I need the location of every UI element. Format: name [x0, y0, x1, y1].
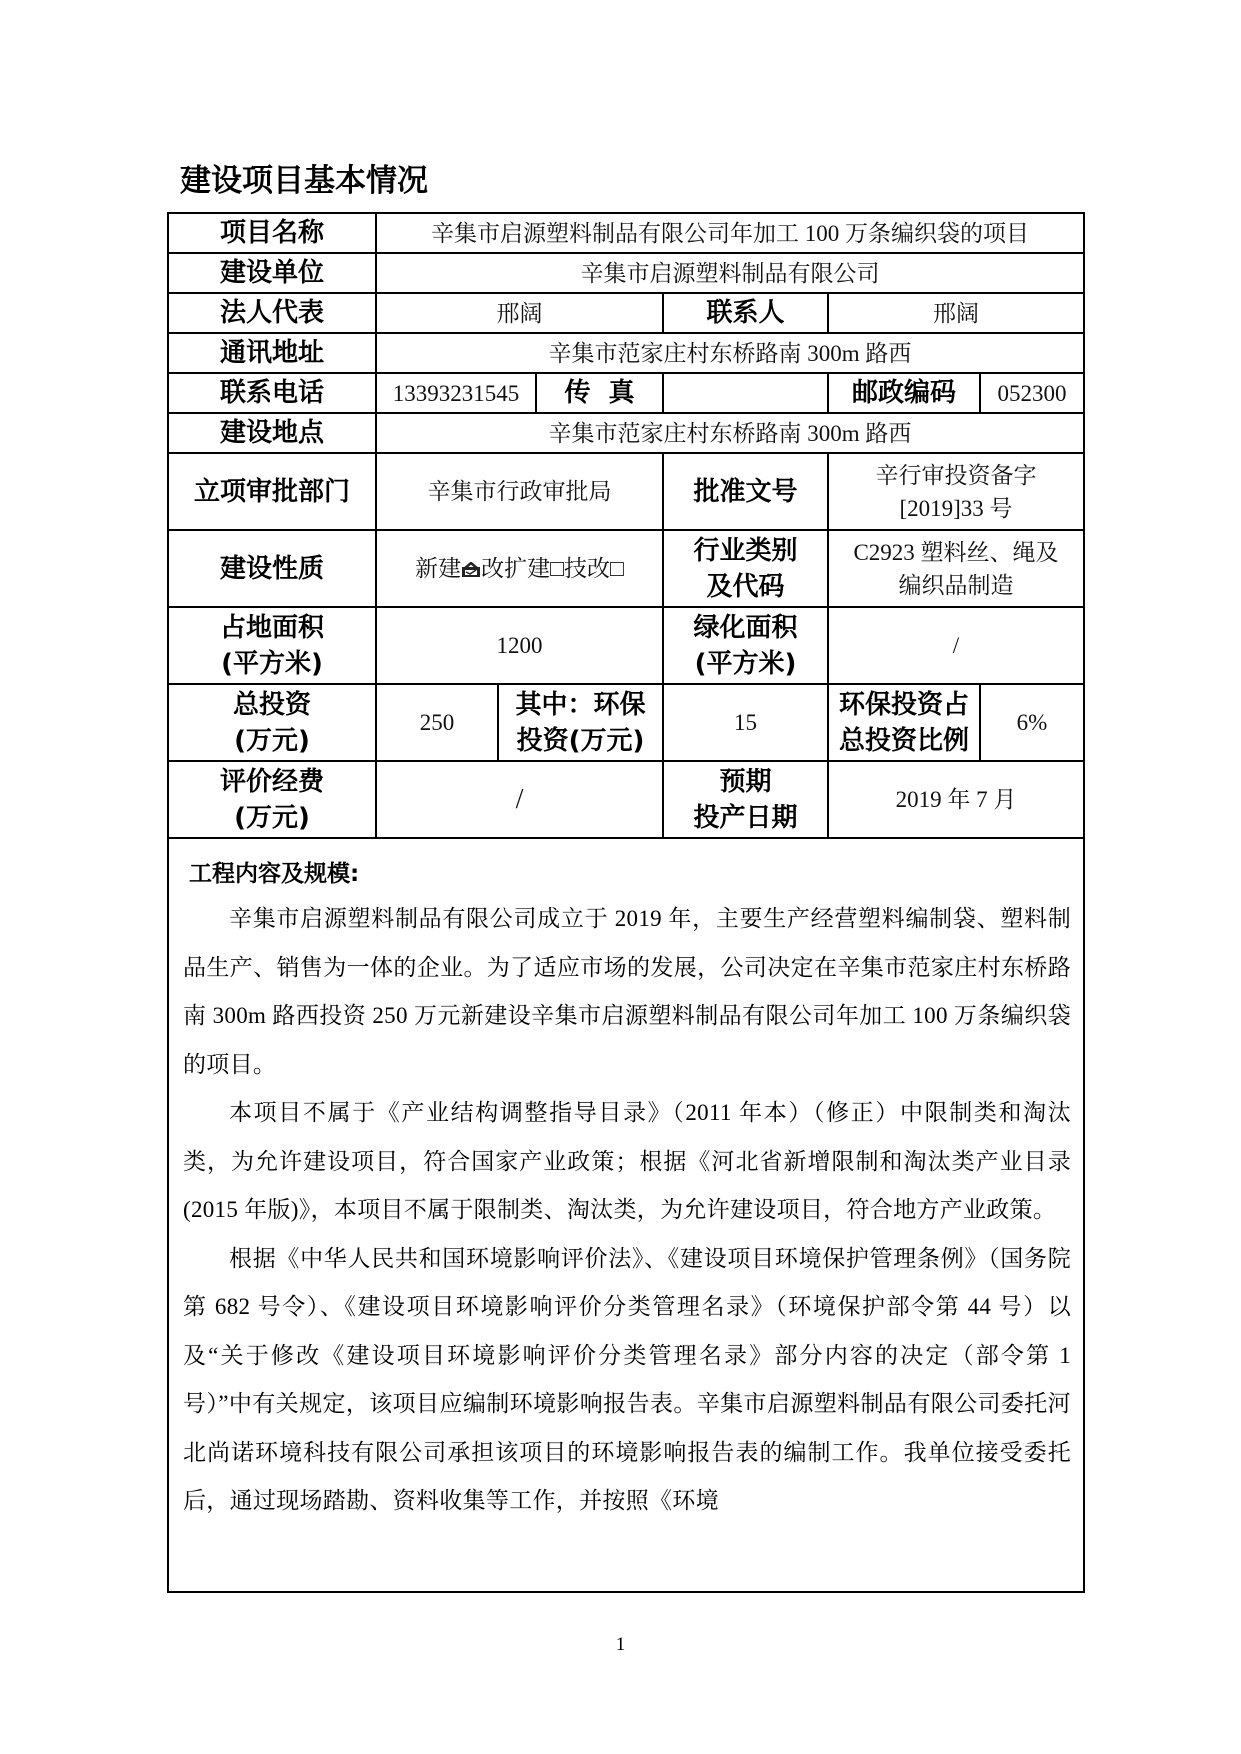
value: 辛集市行政审批局 [376, 453, 663, 530]
value: 052300 [980, 373, 1084, 413]
content-cell [168, 838, 1084, 1592]
row-fee [168, 761, 1084, 838]
value: 15 [663, 684, 828, 761]
row-site [168, 413, 1084, 453]
row-investment [168, 684, 1084, 761]
label-line: 总投资 [232, 689, 311, 720]
label [168, 684, 376, 761]
label [663, 530, 828, 607]
label-line: 及代码 [706, 571, 785, 602]
label: 联系人 [663, 293, 828, 333]
label [663, 761, 828, 838]
label [663, 607, 828, 684]
label-line: 环保投资占 [838, 689, 969, 720]
value [376, 530, 663, 607]
value: / [376, 761, 663, 838]
row-phone [168, 373, 1084, 413]
label: 批准文号 [663, 453, 828, 530]
label: 联系电话 [168, 373, 376, 413]
label: 建设性质 [168, 530, 376, 607]
row-approval [168, 453, 1084, 530]
value [828, 453, 1084, 530]
value-line: 编织品制造 [898, 572, 1014, 598]
label-line: 行业类别 [693, 535, 798, 566]
value-line: 辛行审投资备字 [875, 462, 1037, 488]
value: 13393231545 [376, 373, 536, 413]
value-line: C2923 塑料丝、绳及 [853, 539, 1059, 565]
label [828, 684, 980, 761]
row-builder [168, 253, 1084, 293]
project-info-table [167, 212, 1085, 1593]
row-area [168, 607, 1084, 684]
label-line: (万元) [234, 725, 310, 756]
label: 邮政编码 [828, 373, 980, 413]
value: 250 [376, 684, 498, 761]
paragraph: 根据《中华人民共和国环境影响评价法》、《建设项目环境保护管理条例》（国务院第 682 号令）、《建设项目环境影响评价分类管理名录》（环境保护部令第 44 号）以及“关于修改《建设项目环境影响评价分类管理名录》部分内容的决定（部令第 1 号）”中有关规定，该项目应编制环境影响报告表。辛集市启源塑料制品有限公司委托河北尚诺环境科技有限公司承担该项目的环境影响报告表的编制工作。我单位接受委托后，通过现场踏勘、资料收集等工作，并按照《环境 [183, 1245, 1071, 1513]
value: 邢阔 [376, 293, 663, 333]
paragraph: 本项目不属于《产业结构调整指导目录》（2011 年本）（修正）中限制类和淘汰类，为允许建设项目，符合国家产业政策；根据《河北省新增限制和淘汰类产业目录(2015 年版)》，本项目不属于限制类、淘汰类，为允许建设项目，符合地方产业政策。 [183, 1100, 1071, 1222]
label-line: 投产日期 [693, 802, 798, 833]
value: 1200 [376, 607, 663, 684]
option-tech: 技改□ [564, 556, 624, 581]
label: 建设地点 [168, 413, 376, 453]
label: 传 真 [536, 373, 663, 413]
value: 辛集市范家庄村东桥路南 300m 路西 [376, 333, 1084, 373]
label-line: 预期 [719, 766, 772, 797]
value [663, 373, 828, 413]
label [168, 607, 376, 684]
label-line: (万元) [234, 802, 310, 833]
option-new: 新建 [415, 556, 462, 581]
label-line: 占地面积 [219, 612, 324, 643]
label-line: (平方米) [694, 648, 797, 679]
label-line: 投资(万元) [516, 725, 645, 756]
value: 邢阔 [828, 293, 1084, 333]
row-content [168, 838, 1084, 1592]
label-line: 评价经费 [219, 766, 324, 797]
value: 辛集市范家庄村东桥路南 300m 路西 [376, 413, 1084, 453]
row-address [168, 333, 1084, 373]
label: 立项审批部门 [168, 453, 376, 530]
label [168, 761, 376, 838]
option-expand: 改扩建□ [481, 556, 564, 581]
value [828, 530, 1084, 607]
value: 2019 年 7 月 [828, 761, 1084, 838]
value-line: [2019]33 号 [899, 495, 1013, 521]
label-line: (平方米) [221, 648, 323, 679]
label-line: 其中：环保 [515, 689, 646, 720]
label: 通讯地址 [168, 333, 376, 373]
row-nature [168, 530, 1084, 607]
section-title: 建设项目基本情况 [180, 163, 428, 199]
value: / [828, 607, 1084, 684]
label: 项目名称 [168, 213, 376, 253]
value: 辛集市启源塑料制品有限公司年加工 100 万条编织袋的项目 [376, 213, 1084, 253]
value: 辛集市启源塑料制品有限公司 [376, 253, 1084, 293]
content-heading: 工程内容及规模: [189, 861, 360, 887]
label [498, 684, 663, 761]
row-project-name [168, 213, 1084, 253]
label-line: 总投资比例 [838, 725, 969, 756]
label-line: 绿化面积 [693, 612, 798, 643]
row-legal-rep [168, 293, 1084, 333]
checkbox-checked-icon [461, 562, 481, 578]
value: 6% [980, 684, 1084, 761]
paragraph: 辛集市启源塑料制品有限公司成立于 2019 年，主要生产经营塑料编制袋、塑料制品生产、销售为一体的企业。为了适应市场的发展，公司决定在辛集市范家庄村东桥路南 300m 路西投资 250 万元新建设辛集市启源塑料制品有限公司年加工 100 万条编织袋的项目。 [183, 906, 1071, 1077]
label: 建设单位 [168, 253, 376, 293]
label: 法人代表 [168, 293, 376, 333]
page-number: 1 [615, 1634, 626, 1655]
